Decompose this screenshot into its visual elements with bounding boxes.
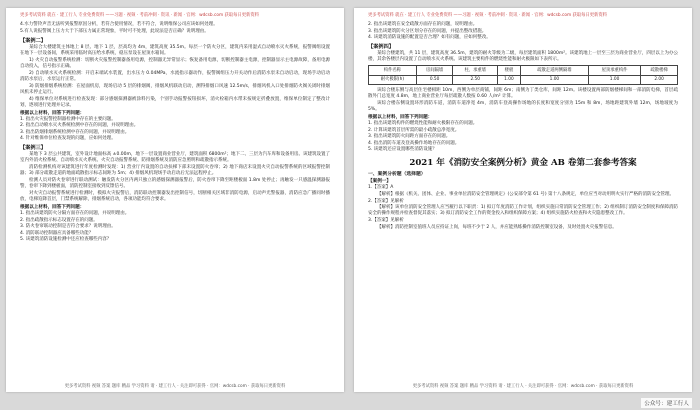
case-paragraph: 对火灾自动报警系统进行检测时，模拟火灾报警后，消防联动控制器发出控制信号，切断相关区域非消防电源，启动声光警报器，消防应急广播同时播放，电梯迫降首层，门禁系统解除，排烟系统启动，各项功能均符合要求。 (20, 191, 330, 202)
question-item: 2. 指出自动喷水灭火系统检测中存在的问题，并说明理由。 (20, 123, 139, 128)
right-document-page (354, 8, 692, 392)
case-paragraph: 某综合大楼建筑主体地上 8 层、地下 1 层，层高均为 4m，建筑高度 35.5m。每层一个防火分区，建筑内采用湿式自动喷水灭火系统，报警阀组设置在地下一层设备间，系统采用临时高压给水系统，稳压泵设在屋顶水箱间。 (20, 44, 330, 56)
table-cell: 1.00 (588, 75, 640, 85)
question-item: 2. 指出疏散指示标志设置存在的问题。 (20, 217, 98, 223)
case-paragraph: 某地下 3 层公共建筑，室外设计地面标高 ±0.00m，地下一层设置商业营业厅，建筑面积 6800m²；地下二、三层为汽车库和设备用房。该建筑设置了室内外消火栓系统、自动喷水灭火系统、火灾自动报警系统、防排烟系统及消防应急照明和疏散指示系统。 (20, 152, 330, 163)
case-paragraph: 检测人员对防火卷帘进行联动测试：触发防火分区内两只独立的感烟探测器报警后，防火卷帘下降至距楼板面 1.8m 处停止；再触发一只感温探测器报警，卷帘下降到楼板面，消防控制室接收到反馈信号。 (20, 178, 330, 189)
intro-item: 4. 该建筑消防设施的配置是否合理？如有问题，应如何整改。 (368, 35, 491, 40)
question-item: 3. 防火卷帘联动控制是否符合要求？说明理由。 (20, 224, 116, 229)
questions-heading: 根据以上材料，回答下列问题： (20, 110, 85, 116)
intro-item: 2. 指出该建筑在安全疏散方面存在的问题，说明理由。 (368, 22, 478, 27)
intro-item: 4.水力警铃声音无法听到报警原因分析，若符合使用情况，若不符合，说明维保公司应该如何处理。 (20, 22, 218, 27)
page-footer-banner: 更多考试资料 视频 答案 题库 精品 学习资料 请 · 建工行人 · 关注即可获得 · 官网：wdcsb.com · 获取每日更新资料 (412, 384, 634, 389)
table-cell: 2.50 (453, 75, 498, 85)
intro-item: 3. 指出该建筑防火分区划分存在的问题，并提出整改措施。 (368, 28, 487, 34)
page-footer-banner: 更多考试资料 视频 答案 题库 精品 学习资料 请 · 建工行人 · 关注即可获得 · 官网：wdcsb.com · 获取每日更新资料 (64, 384, 286, 389)
question-item: 5. 该建筑还应设置哪些消防设施？ (368, 147, 437, 152)
case-heading: 【案例三】 (20, 145, 46, 151)
answer-section-heading: 一、案例分析题（选择题） (368, 172, 426, 177)
table-header-cell: 柱、承重墙 (453, 66, 498, 76)
answer-item: 1.【答案】A (368, 185, 394, 190)
case-paragraph: 3) 防烟排烟系统检测：在屋面机房，现场启动 5 层的排烟阀，排烟风机联动启动，测得排烟口风速 12.5m/s，排烟风机入口处排烟防火阀关闭时排烟风机未停止运行。 (20, 83, 330, 95)
answer-key-title: 2021 年《消防安全案例分析》黄金 AB 卷第二套参考答案 (409, 158, 637, 168)
table-cell: 0.50 (416, 75, 453, 85)
page-header-banner: 更多考试资料 就在 · 建工行人 专业免费资料 ——习题 · 视频 · 考前冲刺 · 资讯 · 新闻 · 官网：wdcsb.com 获取每日更新资料 (368, 13, 607, 18)
answer-case-heading: 【案例一】 (368, 179, 391, 184)
case-paragraph: 1) 火灾自动报警系统检测：切断火灾报警控制器备用电源，控制器无异常显示；恢复备用电源，切断控制器主电源，控制器显示主电源故障，备用电源自动投入，信号指示正确。 (20, 57, 330, 69)
table-header-cell: 疏散楼梯 (641, 66, 678, 76)
case-paragraph: 2) 自动喷水灭火系统检测：开启末端试水装置，出水压力 0.04MPa，水流指示器动作，报警阀组压力开关动作后消防水泵未自动启动，现场手动启动消防水泵后，水泵运行正常。 (20, 70, 330, 82)
page-header-banner: 更多考试资料 就在 · 建工行人 专业免费资料 ——习题 · 视频 · 考前冲刺 · 资讯 · 新闻 · 官网：wdcsb.com 获取每日更新资料 (20, 13, 259, 18)
question-item: 5. 该建筑消防设施检测中还应检查哪些内容？ (20, 237, 112, 242)
question-item: 3. 指出该建筑防火间距方面存在的问题。 (368, 134, 451, 139)
question-item: 4. 指出消防车道及登高操作场地存在的问题。 (368, 140, 460, 146)
answer-item: 2.【答案】见解析 (368, 198, 404, 204)
left-page-body (6, 21, 344, 379)
table-header-row (369, 66, 678, 76)
right-page-body (354, 21, 692, 379)
case-paragraph: 消防检测机构对该建筑进行年度检测时发现：1) 营业厅内设置的自动扶梯下部未设置防火卷帘；2) 地下商店未设置火灾自动报警系统的区域报警控制器；3) 部分疏散走道的地面疏散指示标志间距为 5m；4) 排烟风机现场手动启动后无法远程停止。 (20, 165, 330, 176)
table-cell: 耐火极限(h) (369, 75, 417, 85)
question-item: 4. 针对维保单位检查发现的问题，应如何处理。 (20, 136, 116, 141)
question-item: 1. 指出该建筑构件的燃烧性能和耐火极限存在的问题。 (368, 121, 478, 126)
question-item: 1. 指出火灾报警控制器检测中存在的主要问题。 (20, 116, 116, 122)
left-document-page (6, 8, 344, 392)
table-header-cell: 构件名称 (369, 66, 417, 76)
case-heading: 【案例二】 (20, 37, 46, 44)
table-header-cell: 屋顶承重构件 (588, 66, 640, 76)
questions-heading: 根据以上材料，回答下列问题： (20, 205, 85, 210)
question-item: 2. 计算该建筑首层所需的最小疏散总净宽度。 (368, 127, 460, 133)
publisher-watermark: 公众号：建工行人 (641, 398, 692, 408)
table-header-cell: 房间隔墙 (416, 66, 453, 76)
answer-explanation: 【解析】根据《机关、团体、企业、事业单位消防安全管理规定》(公安部令第 61 号) 第十八条规定，单位应当对动用明火实行严格的消防安全管理。 (377, 191, 675, 197)
case-paragraph: 某综合楼建筑，共 11 层，建筑高度 36.5m，建筑的耐火等级为二级，每层建筑面积 1800m²。该建筑地上一层至三层为商业营业厅，四层以上为办公楼，其余各楼层内设置了自动喷水灭火系统。该建筑主要构件的燃烧性能和耐火极限如下表所示。 (368, 51, 678, 62)
question-item: 4. 消防联动控制器应具备哪些功能？ (20, 230, 94, 236)
answer-item: 3.【答案】见解析 (368, 218, 404, 223)
question-item: 3. 指出防烟排烟系统检测中存在的问题，并说明理由。 (20, 129, 130, 135)
table-cell: 1.00 (520, 75, 588, 85)
intro-item: 5.有人说报警阀上压力大于下部压力属正常现象，平时可不处理，此说法是否正确？说明理由。 (20, 28, 209, 34)
questions-heading: 根据以上材料，回答下列问题： (368, 115, 433, 120)
case-paragraph: 4) 维保单位对系统进行检查发现：部分感烟探测器被涂料污染，个别手动报警按钮损坏，消火栓箱内水带未按规定折叠放置，维保单位制定了整改计划，逐项进行处理并记录。 (20, 96, 330, 108)
table-cell: 2.00 (641, 75, 678, 85)
case-paragraph: 该综合楼东侧设置环形消防车道，消防车道净宽 4m，消防车登高操作场地的长度和宽度分别为 15m 和 8m，场地距建筑外墙 12m，场地坡度为 5%。 (368, 101, 678, 112)
case-paragraph: 该综合楼东侧与高层住宅楼相距 10m，西侧为单层商铺，间距 6m；南侧为丁类仓库，间距 12m。该楼设置两部防烟楼梯间和一部消防电梯，首层疏散外门总宽度 4.8m，地上商业营业厅每层疏散人数按 0.60 人/m² 计算。 (368, 88, 678, 99)
fire-resistance-table (368, 65, 678, 85)
question-item: 1. 指出该建筑防火分隔方面存在的问题，并说明理由。 (20, 211, 130, 216)
table-header-cell: 疏散走道两侧隔墙 (520, 66, 588, 76)
table-cell: 1.00 (498, 75, 521, 85)
table-row (369, 75, 678, 85)
answer-explanation: 【解析】消防控制室值班人员应持证上岗，每班不少于 2 人，并应能熟练操作消防控制室设备，及时处置火灾报警信息。 (377, 224, 617, 230)
case-heading: 【案例四】 (368, 44, 394, 50)
table-header-cell: 楼板 (498, 66, 521, 76)
answer-explanation: 【解析】该单位消防安全管理人应当履行以下职责：1) 拟订年度消防工作计划，组织实施日常消防安全管理工作；2) 组织制订消防安全制度和保障消防安全的操作规程并检查督促其落实；3) 拟订消防安全工作的资金投入和组织保障方案；4) 组织实施防火检查和火灾隐患整改工作。 (368, 205, 678, 216)
